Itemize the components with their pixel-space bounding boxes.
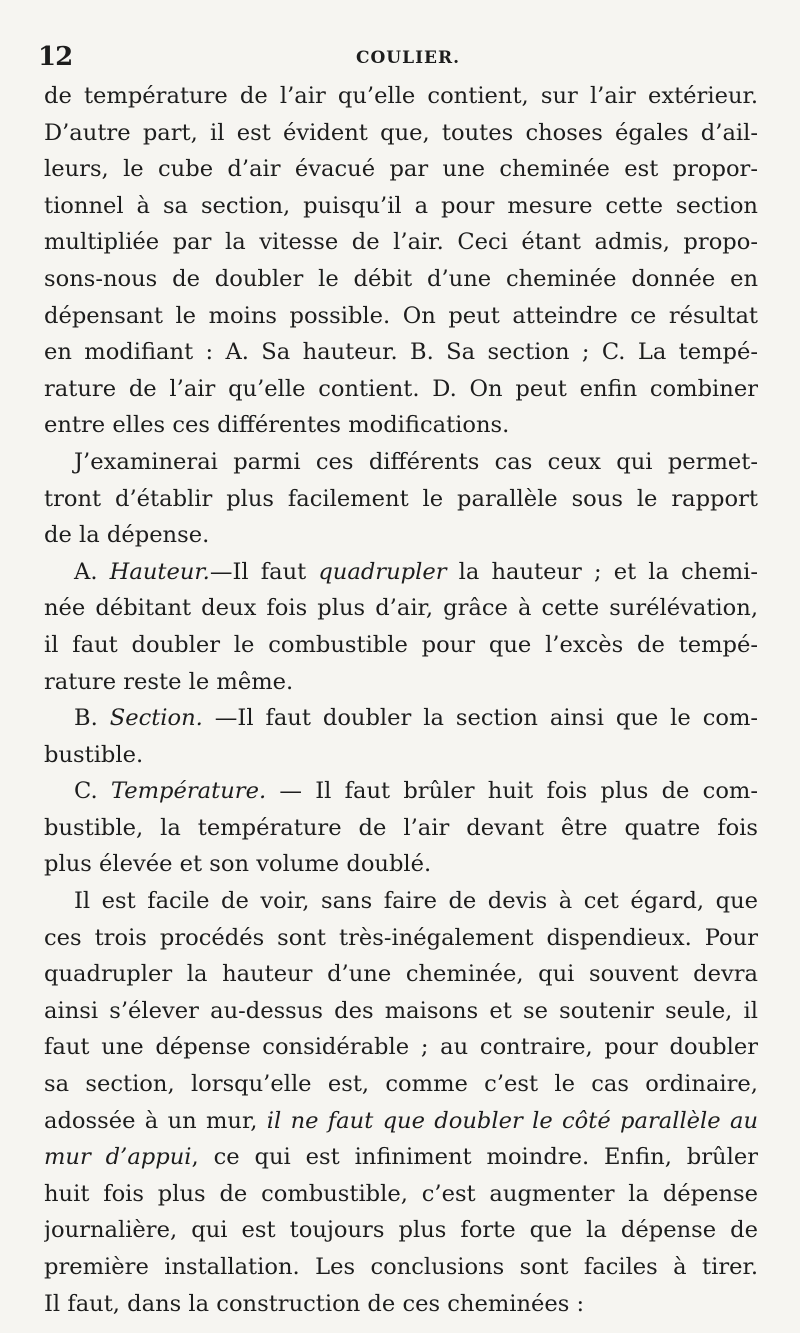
text-line: rature de l’air qu’elle contient. D. On peut enfin combiner xyxy=(44,375,758,402)
text-line: ces trois procédés sont très-inégalement dispendieux. Pour xyxy=(44,924,758,951)
text-line: multipliée par la vitesse de l’air. Ceci étant admis, propo- xyxy=(44,229,758,256)
text-line: dépensant le moins possible. On peut atteindre ce résultat xyxy=(44,302,758,329)
text-line: née débitant deux fois plus d’air, grâce à cette surélévation, xyxy=(44,595,758,622)
text-line: D’autre part, il est évident que, toutes choses égales d’ail- xyxy=(44,119,758,146)
text-line: Il est facile de voir, sans faire de devis à cet égard, que xyxy=(74,888,758,915)
text-line: de la dépense. xyxy=(44,522,210,549)
text-segment: la hauteur ; et la chemi- xyxy=(446,558,758,585)
text-line: leurs, le cube d’air évacué par une cheminée est propor- xyxy=(44,156,758,183)
italic-text: Température. xyxy=(110,778,267,805)
text-segment: B. xyxy=(74,705,110,732)
text-segment: —Il faut xyxy=(209,558,319,585)
text-line xyxy=(44,1139,758,1176)
text-line: faut une dépense considérable ; au contraire, pour doubler xyxy=(44,1034,758,1061)
text-line: sa section, lorsqu’elle est, comme c’est le cas ordinaire, xyxy=(44,1071,758,1098)
text-line xyxy=(44,554,758,591)
text-line xyxy=(44,700,758,737)
text-line: sons-nous de doubler le débit d’une cheminée donnée en xyxy=(44,265,758,292)
text-line: huit fois plus de combustible, c’est augmenter la dépense xyxy=(44,1180,758,1207)
italic-text: quadrupler xyxy=(318,558,447,585)
text-line: bustible, la température de l’air devant être quatre fois xyxy=(44,814,758,841)
text-segment: C. xyxy=(74,778,111,805)
text-segment: A. xyxy=(74,558,110,585)
running-title: COULIER. xyxy=(355,48,461,68)
italic-text: il ne faut que doubler le côté parallèle au xyxy=(266,1107,758,1134)
text-segment: adossée à un mur, xyxy=(44,1107,267,1134)
text-line: entre elles ces différentes modifications. xyxy=(44,412,510,439)
text-line xyxy=(44,773,758,810)
text-line: J’examinerai parmi ces différents cas ceux qui permet- xyxy=(74,448,758,475)
text-line: journalière, qui est toujours plus forte que la dépense de xyxy=(44,1217,758,1244)
text-line: plus élevée et son volume doublé. xyxy=(44,851,432,878)
italic-text: Section. xyxy=(109,705,203,732)
text-line: quadrupler la hauteur d’une cheminée, qui souvent devra xyxy=(44,961,758,988)
italic-text: mur d’appui xyxy=(44,1144,192,1171)
text-line: Il faut, dans la construction de ces cheminées : xyxy=(44,1290,585,1317)
text-line: tionnel à sa section, puisqu’il a pour mesure cette section xyxy=(44,192,758,219)
text-line: en modifiant : A. Sa hauteur. B. Sa section ; C. La tempé- xyxy=(44,339,758,366)
text-line: première installation. Les conclusions sont faciles à tirer. xyxy=(44,1254,758,1280)
text-segment: —Il faut doubler la section ainsi que le com- xyxy=(202,705,758,732)
page-number: 12 xyxy=(38,42,73,72)
body-text xyxy=(44,78,758,1322)
running-head xyxy=(38,42,754,76)
text-line: rature reste le même. xyxy=(44,668,294,695)
text-line: ainsi s’élever au-dessus des maisons et se soutenir seule, il xyxy=(44,997,758,1024)
text-segment: , ce qui est infiniment moindre. Enfin, brûler xyxy=(191,1144,758,1171)
text-line: il faut doubler le combustible pour que l’excès de tempé- xyxy=(44,631,758,658)
text-line xyxy=(44,1103,758,1140)
text-line: tront d’établir plus facilement le parallèle sous le rapport xyxy=(44,485,758,512)
text-line: bustible. xyxy=(44,741,144,768)
text-line: de température de l’air qu’elle contient, sur l’air extérieur. xyxy=(44,83,758,109)
italic-text: Hauteur. xyxy=(109,558,210,585)
text-segment: — Il faut brûler huit fois plus de com- xyxy=(266,778,758,805)
